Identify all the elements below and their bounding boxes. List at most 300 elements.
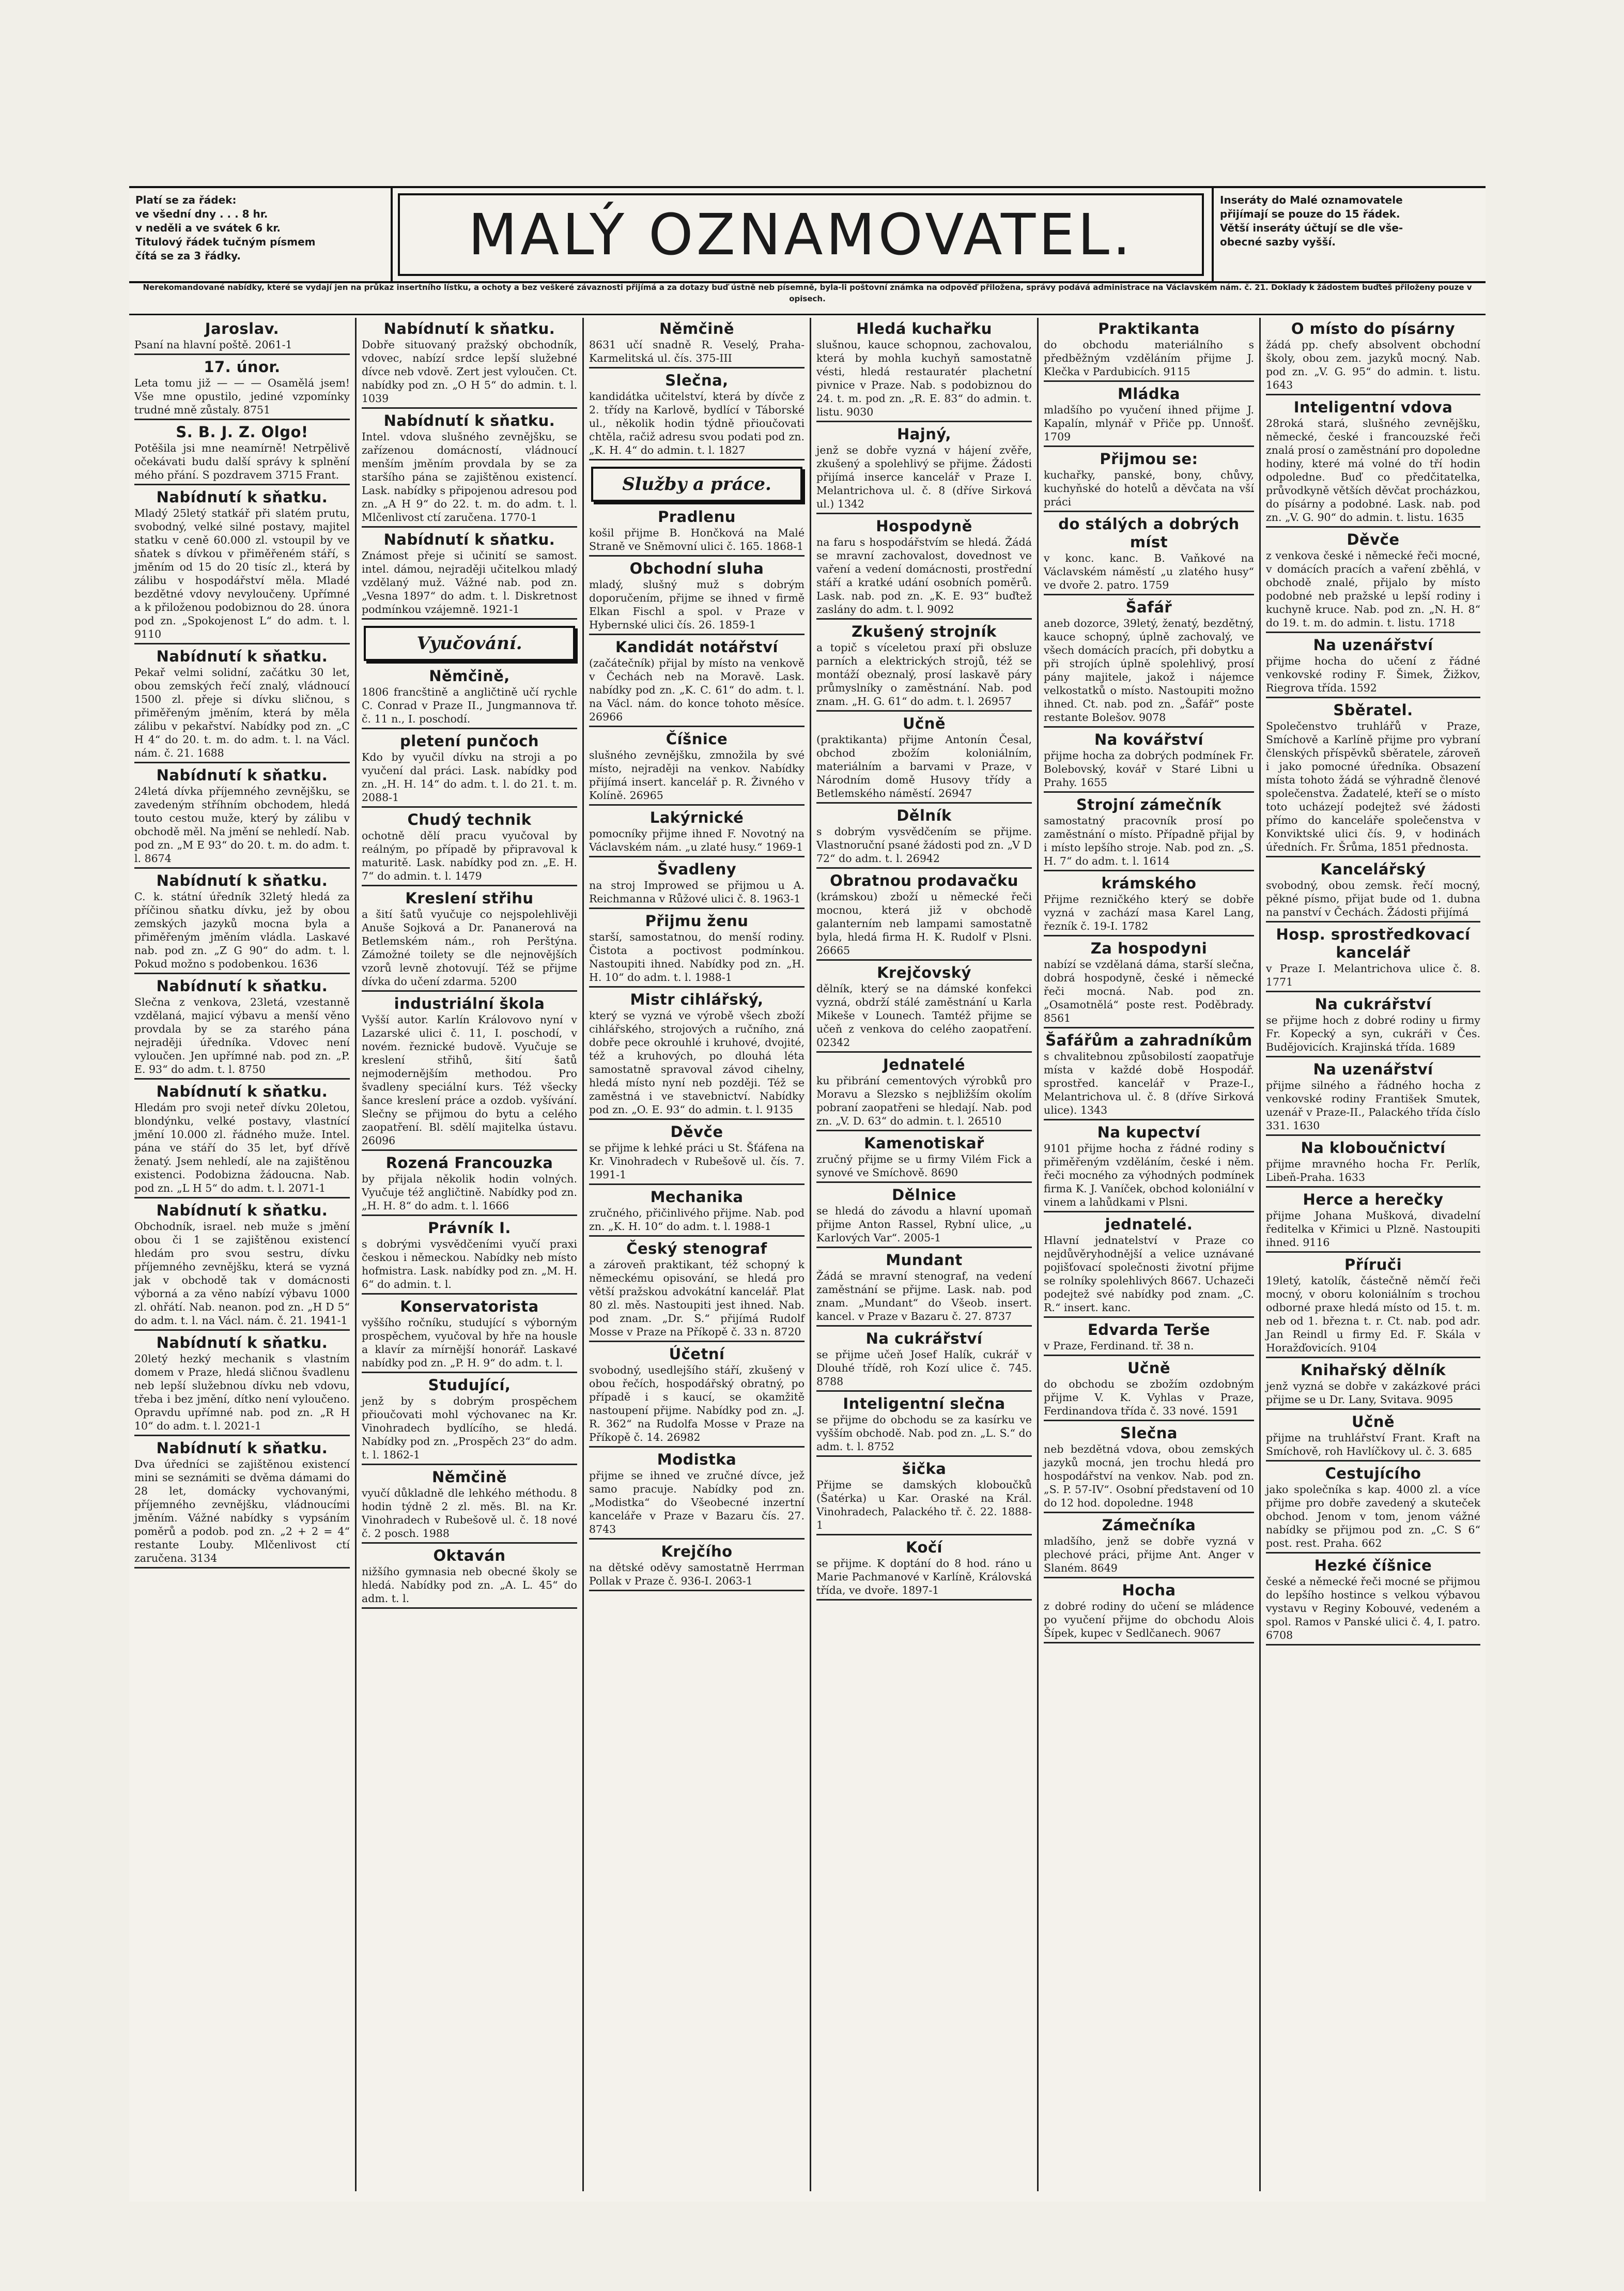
classified-ad (1044, 1424, 1254, 1513)
ad-divider (1266, 526, 1480, 528)
ad-divider (1044, 1211, 1254, 1212)
ad-body: by přijala několik hodin volných. Vyučuje též angličtině. Nabídky pod zn. „H. H. 8“ do adm. t. l. 1666 (362, 1173, 577, 1212)
ad-heading: Dělník (896, 807, 952, 824)
classified-ad (1266, 1361, 1480, 1410)
classified-ad (134, 977, 350, 1080)
ad-divider (1044, 791, 1254, 793)
ad-body: samostatný pracovník prosí po zaměstnání o místo. Případně přijal by i místo lepšího stroje. Nab. pod zn. „S. H. 7“ do adm. t. l. 1614 (1044, 814, 1254, 867)
ad-body: Pekař velmi solidní, začátku 30 let, obou zemských řečí znalý, vládnoucí 1500 zl. přeje si dívku sličnou, s přiměřeným jměním, která by měla zálibu v pekařství. Nabídky pod zn. „C H 4“ do 20. t. m. do adm. t. l. na Václ. nám. č. 21. 1688 (134, 666, 350, 759)
ad-divider (362, 1214, 577, 1216)
ad-body: nižšího gymnasia neb obecné školy se hledá. Nabídky pod zn. „A. L. 45“ do adm. t. l. (362, 1565, 577, 1605)
classified-ad (1044, 1581, 1254, 1643)
ad-heading: Nabídnutí k sňatku. (383, 320, 555, 337)
ad-divider (1044, 870, 1254, 871)
classified-ad (589, 1345, 805, 1448)
classified-ad (816, 1460, 1032, 1535)
classified-ad (1044, 731, 1254, 793)
classified-ad (589, 320, 805, 368)
classified-ad (589, 508, 805, 557)
ad-body: na dětské oděvy samostatně Herrman Pollak v Praze č. 936-I. 2063-1 (589, 1561, 805, 1587)
section-heading: Vyučování. (364, 626, 575, 661)
classified-ad (1266, 1413, 1480, 1462)
ad-divider (362, 885, 577, 886)
ad-heading: Kandidát notářství (615, 638, 778, 656)
ad-divider (1266, 1357, 1480, 1358)
classified-ad (362, 667, 577, 729)
ad-divider (816, 513, 1032, 514)
ad-heading: pletení punčoch (399, 732, 539, 750)
price-line: ve všední dny . . . 8 hr. (135, 208, 268, 220)
insert-line: přijímají se pouze do 15 řádek. (1220, 208, 1400, 220)
ad-heading: jednatelé. (1105, 1216, 1193, 1233)
ad-heading: Jaroslav. (205, 320, 280, 337)
ad-body: vyučí důkladně dle lehkého méthodu. 8 hodin týdně 2 zl. měs. Bl. na Kr. Vinohradech v Rubešově ul. č. 18 nové č. 2 posch. 1988 (362, 1487, 577, 1540)
ad-divider (362, 1293, 577, 1295)
ad-divider (134, 973, 350, 974)
ad-heading: Na uzenářství (1313, 1060, 1433, 1078)
ad-heading: Hledá kuchařku (856, 320, 992, 337)
ad-heading: Nabídnutí k sňatku. (156, 1439, 328, 1457)
ad-heading: Hocha (1122, 1581, 1176, 1599)
price-box (129, 188, 393, 281)
ad-body: a zároveň praktikant, též schopný k německému opisování, se hledá pro větší pražskou advokátní kancelář. Plat 80 zl. měs. Nastoupiti jest ihned. Nab. pod znam. „Dr. S.“ přijímá Rudolf Mosse v Praze na Příkopě č. 33 n. 8720 (589, 1258, 805, 1338)
ad-body: mladšího, jenž se dobře vyzná v plechové práci, přijme Ant. Anger v Slaném. 8649 (1044, 1535, 1254, 1574)
classified-ad (134, 1083, 350, 1198)
classified-ad (1266, 531, 1480, 633)
classified-ad (362, 995, 577, 1151)
classified-ad (589, 560, 805, 635)
ad-divider (1044, 594, 1254, 595)
ad-body: Psaní na hlavní poště. 2061-1 (134, 339, 292, 351)
ad-body: Přijme rezničkého který se dobře vyzná v zachází masa Karel Lang, řezník č. 19-I. 1782 (1044, 893, 1254, 932)
ad-body: neb bezdětná vdova, obou zemských jazyků mocná, jen trochu hledá pro hospodářství na venkov. Nab. pod zn. „S. P. 57-IV“. Osobní představení od 10 do 12 hod. dopoledne. 1948 (1044, 1443, 1254, 1509)
ad-divider (816, 710, 1032, 712)
ad-divider (362, 728, 577, 729)
ad-body: a topič s víceletou praxí při obsluze parních a elektrických strojů, též se montáží obeznalý, prosí laskavě páry průmyslníky o zaměstnání. Nab. pod znam. „H. G. 61“ do adm. t. l. 26957 (816, 641, 1032, 708)
ad-body: 24letá dívka příjemného zevnějšku, se zavedeným stříhním obchodem, hledá touto cestou muže, který by zálibu v obchodě měl. Na jmění se nehledí. Nab. pod zn. „M E 93“ do 20. t. m. do adm. t. l. 8674 (134, 785, 350, 865)
ad-heading: Nabídnutí k sňatku. (156, 1334, 328, 1351)
insert-line: obecné sazby vyšší. (1220, 236, 1336, 248)
classified-ad (589, 809, 805, 857)
classified-ad (1266, 1465, 1480, 1554)
classified-ad (589, 1188, 805, 1237)
ad-divider (134, 1567, 350, 1569)
ad-heading: Učně (902, 715, 946, 732)
ad-divider (362, 1464, 577, 1465)
ad-divider (589, 1341, 805, 1342)
ad-column-6 (1261, 318, 1486, 2191)
ad-body: jenž by s dobrým prospěchem přioučovati mohl výchovanec na Kr. Vinohradech bydlícího, se hledá. Nabídky pod zn. „Prospěch 23“ do adm. t. l. 1862-1 (362, 1395, 577, 1461)
ad-divider (589, 1118, 805, 1120)
ad-divider (589, 459, 805, 460)
classified-ad (816, 1251, 1032, 1327)
classified-ad (134, 423, 350, 485)
ad-body: se přijme. K doptání do 8 hod. ráno u Marie Pachmanové v Karlíně, Královská třída, ve dvoře. 1897-1 (816, 1557, 1032, 1596)
ad-body: nabízí se vzdělaná dáma, starší slečna, dobrá hospodyně, české i německé řeči mocná. Nab. pod zn. „Osamotnělá“ poste rest. Poděbrady. 8561 (1044, 958, 1254, 1024)
ad-divider (134, 762, 350, 763)
ad-divider (816, 1181, 1032, 1183)
ad-body: s dobrými vysvědčeními vyučí praxi českou i německou. Nabídky neb místo hofmistra. Lask. nabídky pod zn. „M. H. 6“ do admin. t. l. (362, 1238, 577, 1290)
ad-heading: 17. únor. (204, 358, 281, 376)
ad-divider (1044, 1027, 1254, 1028)
ad-divider (589, 1446, 805, 1448)
ad-divider (589, 726, 805, 727)
notice-line: Nerekomandované nabídky, které se vydají jen na průkaz insertního lístku, a ochoty a bez veškeré závaznosti přijímá a za dotazy buď ústně neb písemně, byla-li poštovní známka na odpověď přiložena, správy podává administrace na Václavském nám. č. 21. Doklady k žádostem buďteš přiloženy pouze v opisech. (129, 282, 1486, 315)
ad-heading: Nabídnutí k sňatku. (156, 1083, 328, 1100)
ad-divider (1266, 1056, 1480, 1057)
classified-ad (134, 488, 350, 644)
ad-heading: Kočí (905, 1539, 943, 1556)
classified-ad (134, 872, 350, 974)
ad-body: do obchodu se zbožím ozdobným přijme V. K. Vyhlas v Praze, Ferdinandova třída č. 33 nové. 1591 (1044, 1378, 1254, 1417)
ad-body: na stroj Improwed se přijmou u A. Reichmanna v Růžové ulici č. 8. 1963-1 (589, 879, 805, 905)
ad-body: přijme hocha za dobrých podmínek Fr. Bolebovský, kovář v Staré Libni u Prahy. 1655 (1044, 749, 1254, 789)
ad-body: svobodný, obou zemsk. řečí mocný, pěkné písmo, přijat bude od 1. dubna na panství v Čechách. Žádosti přijímá (1266, 879, 1480, 918)
ad-body: se přijme do obchodu se za kasírku ve vyšším obchodě. Nab. pod zn. „L. S.“ do adm. t. l. 8752 (816, 1413, 1032, 1453)
price-line: v neděli a ve svátek 6 kr. (135, 222, 281, 234)
ad-heading: Číšnice (666, 730, 728, 748)
ad-divider (589, 1590, 805, 1591)
ad-body: 28roká stará, slušného zevnějšku, německé, české i francouzské řeči znalá prosí o zaměstnání pro dopoledne hodiny, které má volné do tří hodin odpoledne. Buď co předčitatelka, průvodkyně větších děvčat procházkou, do písárny a podobné. Lask. nab. pod zn. „V. G. 90“ do admin. t. listu. 1635 (1266, 417, 1480, 524)
classified-ad (362, 1468, 577, 1544)
classified-ad (362, 1547, 577, 1609)
ad-body: Žádá se mravní stenograf, na vedení zaměstnání se přijme. Lask. nab. pod znam. „Mundant“ do Všeob. insert. kancel. v Praze v Bazaru č. 27. 8737 (816, 1270, 1032, 1323)
ad-body: Známost přeje si učinití se samost. intel. dámou, nejraději učitelkou mladý vzdělaný muž. Vážné nab. pod zn. „Vesna 1897“ do adm. t. l. Diskretnost podmínkou vzájemně. 1921-1 (362, 549, 577, 616)
ad-heading: Hosp. sprostředkovací kancelář (1276, 926, 1471, 961)
ad-heading: Hezké číšnice (1314, 1557, 1432, 1574)
ad-heading: šička (902, 1460, 947, 1478)
ad-divider (1266, 394, 1480, 395)
ad-heading: Dělnice (892, 1186, 956, 1204)
ad-heading: Zkušený strojník (852, 623, 997, 640)
ad-divider (816, 959, 1032, 961)
classified-ad (1044, 1321, 1254, 1356)
ad-body: Vyšší autor. Karlín Královovo nyní v Lazarské ulici č. 11, I. poschodí, v novém. řeznické budově. Vyučuje se kreslení střihů, šití šatů nejmodernějším methodou. Pro švadleny speciální kurs. Též všecky šance kreslení práce a ozdob. vyšívání. Slečny se přijmou do bytu a celého zaopatření. Bl. sdělí majitelka ústavu. 26096 (362, 1013, 577, 1147)
ad-column-1 (129, 318, 357, 2191)
price-line: čítá se za 3 řádky. (135, 250, 241, 262)
ad-columns (129, 318, 1486, 2191)
ad-body: z venkova české i německé řeči mocné, v domácích pracích a vaření zběhlá, v obchodě znalé, přijalo by místo podobné neb pražské u lepší rodiny i kuchyně kruce. Nab. pod zn. „N. H. 8“ do 19. t. m. do admin. t. listu. 1718 (1266, 549, 1480, 629)
ad-heading: Hajný, (896, 425, 952, 443)
classified-ad (816, 964, 1032, 1053)
ad-column-5 (1039, 318, 1261, 2191)
ad-divider (816, 1534, 1032, 1535)
ad-body: na faru s hospodářstvím se hledá. Žádá se mravní zachovalost, dovednost ve vaření a vedení domácnosti, prostřední stáří a kratké udání osobních poměrů. Lask. nab. pod zn. „K. E. 93“ buďtež zaslány do adm. t. l. 9092 (816, 536, 1032, 616)
ad-divider (1044, 1642, 1254, 1643)
ad-divider (134, 484, 350, 485)
ad-body: přijme silného a řádného hocha z venkovské rodiny František Smutek, uzenář v Praze-II., Palackého třída číslo 331. 1630 (1266, 1079, 1480, 1132)
ad-heading: Nabídnutí k sňatku. (156, 1202, 328, 1219)
ad-divider (816, 1455, 1032, 1457)
ad-body: se přijme k lehké práci u St. Šťáfena na Kr. Vinohradech v Rubešově ul. čís. 7. 1991-1 (589, 1142, 805, 1181)
ad-heading: Učně (1127, 1359, 1171, 1377)
ad-body: zručný přijme se u firmy Vilém Fick a synové ve Smíchově. 8690 (816, 1153, 1032, 1179)
ad-divider (1266, 921, 1480, 922)
ad-heading: Kreslení střihu (405, 889, 534, 907)
ad-body: kuchařky, panské, bony, chůvy, kuchyňské do hotelů a děvčata na vší práci (1044, 469, 1254, 508)
ad-body: Obchodník, israel. neb muže s jmění obou či 1 se zajištěnou existencí hledám pro svou sestru, dívku příjemného zevnějšku, která se vyzná jak v obchodě tak v domácnosti výborná a za věno nabízí výbavu 1000 zl. ohřátí. Nab. neanon. pod zn. „H D 5“ do adm. t. l. na Václ. nám. č. 21. 1941-1 (134, 1220, 350, 1327)
ad-heading: Sběratel. (1333, 701, 1413, 719)
ad-divider (1266, 991, 1480, 992)
classified-ad (1266, 320, 1480, 395)
ad-body: do obchodu materiálního s předběžným vzděláním přijme J. Klečka v Pardubicích. 9115 (1044, 339, 1254, 378)
ad-heading: Němčině (431, 1468, 507, 1486)
classified-ad (1266, 995, 1480, 1057)
ad-heading: Studující, (428, 1376, 511, 1394)
ad-heading: industriální škola (394, 995, 545, 1012)
ad-divider (134, 643, 350, 644)
ad-body: jenž se dobře vyzná v hájení zvěře, zkušený a spolehlivý se přijme. Žádosti přijímá inserce kancelář v Praze I. Melantrichova ul. č. 8 (dříve Sirková ul.) 1342 (816, 444, 1032, 510)
ad-heading: S. B. J. Z. Olgo! (176, 423, 308, 441)
ad-heading: Děvče (1347, 531, 1400, 548)
ad-divider (816, 1325, 1032, 1327)
ad-divider (134, 867, 350, 869)
ad-body: Potěšila jsi mne neamírně! Netrpělivě očekávati budu další správy k splnění mého přání. S pozdravem 3715 Frant. (134, 442, 350, 481)
classified-ad (362, 1376, 577, 1465)
ad-divider (134, 1329, 350, 1331)
classified-ad (816, 517, 1032, 620)
classified-ad (134, 320, 350, 355)
ad-body: se přijme hoch z dobré rodiny u firmy Fr. Kopecký a syn, cukráři v Čes. Budějovicích. Krajinská třída. 1689 (1266, 1014, 1480, 1053)
ad-body: Intel. vdova slušného zevnějšku, se zařízenou domácností, vládnoucí menším jměním provdala by se za staršího pána se zajištěnou existencí. Lask. nabídky s připojenou adresou pod zn. „A H 9“ do 22. t. m. do adm. t. l. Mlčenlivost ctí zaručena. 1770-1 (362, 430, 577, 524)
ad-heading: Na kovářství (1094, 731, 1204, 748)
classified-ad (589, 1240, 805, 1342)
classified-ad (1044, 796, 1254, 871)
ad-body: mladý, slušný muž s dobrým doporučením, přijme se ihned v firmě Elkan Fischl a spol. v Praze v Hybernské ulici čís. 26. 1859-1 (589, 578, 805, 631)
ad-divider (589, 804, 805, 806)
ad-body: který se vyzná ve výrobě všech zboží cihlářského, strojových a ručního, zná dobře pece okrouhlé i kruhové, dvojité, též a kruhových, po dlouhá léta samostatně spravoval závod cihelny, hledá místo nyní neb později. Též se zaměstná i ve stavebnictví. Nabídky pod zn. „O. E. 93“ do admin. t. l. 9135 (589, 1009, 805, 1116)
ad-divider (362, 1542, 577, 1544)
ad-column-2 (357, 318, 584, 2191)
ad-divider (816, 1051, 1032, 1053)
classified-ad (1044, 1216, 1254, 1318)
ad-divider (1266, 697, 1480, 698)
ad-divider (589, 367, 805, 368)
ad-divider (816, 867, 1032, 869)
classified-ad (816, 320, 1032, 422)
ad-divider (589, 986, 805, 988)
newspaper-page (129, 186, 1486, 2202)
ad-heading: Děvče (670, 1123, 723, 1141)
classified-ad (1266, 1191, 1480, 1253)
ad-body: Hledám pro svoji neteř dívku 20letou, blondýnku, velké postavy, vlastnící jmění 10.000 zl. řádného muže. Intel. pána ve stáří do 35 let, byť dřívě ženatý. Jsem nehledí, ale na zajištěnou existenci. Podobizna žádoucna. Nab. pod zn. „L H 5“ do adm. t. l. 2071-1 (134, 1101, 350, 1194)
ad-body: přijme hocha do učení z řádné venkovské rodiny F. Šimek, Žižkov, Riegrova třída. 1592 (1266, 655, 1480, 694)
classified-ad (816, 807, 1032, 869)
ad-divider (134, 419, 350, 420)
ad-body: vyššího ročníku, studující s výborným prospěchem, vyučoval by hře na housle a klavír za mírnější honorář. Laskavé nabídky pod zn. „P. H. 9“ do adm. t. l. (362, 1316, 577, 1369)
ad-heading: Švadleny (657, 860, 737, 878)
ad-divider (589, 1235, 805, 1237)
classified-ad (362, 732, 577, 808)
ad-divider (362, 618, 577, 620)
ad-divider (362, 990, 577, 992)
ad-divider (1266, 1408, 1480, 1410)
classified-ad (1266, 1256, 1480, 1358)
ad-divider (1044, 1316, 1254, 1318)
section-heading: Služby a práce. (591, 467, 802, 502)
ad-divider (362, 1607, 577, 1609)
masthead (129, 186, 1486, 283)
ad-heading: Rozená Francouzka (385, 1154, 553, 1172)
ad-divider (362, 526, 577, 528)
ad-body: Leta tomu již — — — Osamělá jsem! Vše mne opustilo, jediné vzpomínky trudné mně zůstaly. 8751 (134, 377, 350, 416)
ad-body: 19letý, katolík, částečně němčí řeči mocný, v oboru koloniálním s trochou odborné praxe hledá místo od 15. t. m. neb od 1. března t. r. Ct. nab. pod adr. Jan Reindl u firmy Ed. F. Skála v Horažďovicích. 9104 (1266, 1274, 1480, 1354)
ad-heading: Český stenograf (626, 1240, 767, 1257)
classified-ad (816, 1330, 1032, 1392)
classified-ad (816, 1395, 1032, 1457)
ad-heading: Krejčovský (877, 964, 971, 981)
classified-ad (1266, 1557, 1480, 1646)
insert-line: Větší inseráty účtují se dle vše- (1220, 222, 1403, 234)
ad-divider (589, 856, 805, 857)
ad-divider (589, 1538, 805, 1540)
ad-divider (134, 1078, 350, 1080)
classified-ad (134, 1334, 350, 1436)
ad-divider (1266, 1251, 1480, 1253)
ad-body: (začátečník) přijal by místo na venkově v Čechách neb na Moravě. Lask. nabídky pod zn. „K. C. 61“ do adm. t. l. na Václ. nám. do konce tohoto měsíce. 26966 (589, 657, 805, 723)
ad-heading: Herce a herečky (1303, 1191, 1444, 1208)
ad-body: slušnou, kauce schopnou, zachovalou, která by mohla kuchyň samostatně vésti, hledá restauratér plachetní pivnice v Praze. Nab. s podobiznou do 24. t. m. pod zn. „R. E. 83“ do admin. t. listu. 9030 (816, 339, 1032, 418)
ad-heading: Nabídnutí k sňatku. (156, 872, 328, 889)
ad-heading: Oktaván (433, 1547, 506, 1564)
ad-heading: Účetní (669, 1345, 725, 1363)
ad-body: mladšího po vyučení ihned přijme J. Kapalín, mlynář v Přiče pp. Unnošť. 1709 (1044, 404, 1254, 443)
ad-heading: Šafář (1125, 598, 1172, 616)
ad-divider (134, 1197, 350, 1198)
ad-body: přijme Johana Mušková, divadelní ředitelka v Křimici u Plzně. Nastoupiti ihned. 9116 (1266, 1209, 1480, 1249)
ad-body: starší, samostatnou, do menší rodiny. Čistota a poctivost podmínkou. Nastoupiti ihned. Nabídky pod zn. „H. H. 10“ do adm. t. l. 1988-1 (589, 931, 805, 983)
classified-ad (1266, 398, 1480, 528)
ad-body: 20letý hezký mechanik s vlastním domem v Praze, hledá sličnou švadlenu neb lepší služebnou dívku neb vdovu, třeba i bez jmění, dítko není vyloučeno. Opravdu upřímné nab. pod zn. „R H 10“ do adm. t. l. 2021-1 (134, 1352, 350, 1432)
ad-body: 8631 učí snadně R. Veselý, Praha-Karmelitská ul. čís. 375-III (589, 339, 805, 364)
classified-ad (362, 320, 577, 409)
classified-ad (1044, 1359, 1254, 1421)
classified-ad (1044, 874, 1254, 936)
classified-ad (1044, 450, 1254, 512)
ad-divider (1266, 632, 1480, 633)
ad-heading: Nabídnutí k sňatku. (156, 766, 328, 784)
ad-body: přijme se ihned ve zručné dívce, jež samo pracuje. Nabídky pod zn. „Modistka“ do Všeobecné inzertní kanceláře v Praze v Bazaru čís. 27. 8743 (589, 1469, 805, 1535)
ad-heading: Mládka (1118, 385, 1180, 403)
ad-divider (589, 555, 805, 557)
ad-body: jenž vyzná se dobře v zakázkové práci přijme se u Dr. Lany, Svitava. 9095 (1266, 1380, 1480, 1406)
ad-divider (1044, 1512, 1254, 1513)
ad-divider (362, 806, 577, 808)
classified-ad (816, 715, 1032, 804)
classified-ad (589, 1451, 805, 1540)
ad-heading: Nabídnutí k sňatku. (156, 488, 328, 506)
ad-divider (1044, 380, 1254, 382)
price-line: Titulový řádek tučným písmem (135, 236, 316, 248)
ad-divider (816, 1247, 1032, 1248)
ad-heading: Inteligentní vdova (1293, 398, 1453, 416)
ad-divider (1266, 1552, 1480, 1554)
classified-ad (589, 372, 805, 460)
ad-body: pomocníky přijme ihned F. Novotný na Václavském nám. „u zlaté husy.“ 1969-1 (589, 827, 805, 853)
classified-ad (362, 1219, 577, 1295)
ad-body: Dobře situovaný pražský obchodník, vdovec, nabízí srdce lepší služebné dívce neb vdově. Zert jest vyloučen. Ct. nabídky pod zn. „O H 5“ do admin. t. l. 1039 (362, 339, 577, 405)
classified-ad (1044, 515, 1254, 595)
ad-heading: Obratnou prodavačku (830, 872, 1018, 889)
ad-divider (1044, 445, 1254, 447)
classified-ad (1044, 385, 1254, 447)
ad-heading: Cestujícího (1325, 1465, 1421, 1482)
ad-heading: Slečna, (665, 372, 729, 389)
ad-heading: Právník I. (428, 1219, 511, 1237)
ad-heading: Knihařský dělník (1300, 1361, 1446, 1379)
ad-body: s dobrým vysvědčením se přijme. Vlastnoruční psané žádosti pod zn. „V D 72“ do adm. t. l. 26942 (816, 825, 1032, 865)
classified-ad (1266, 860, 1480, 922)
classified-ad (1044, 1124, 1254, 1212)
ad-heading: Hospodyně (876, 517, 972, 535)
ad-divider (816, 802, 1032, 804)
ad-heading: Nabídnutí k sňatku. (156, 977, 328, 995)
ad-divider (1044, 726, 1254, 728)
ad-divider (816, 1130, 1032, 1131)
classified-ad (1266, 926, 1480, 992)
ad-heading: Mechanika (650, 1188, 744, 1206)
ad-divider (589, 634, 805, 635)
classified-ad (1044, 320, 1254, 382)
ad-body: 1806 francštině a angličtině učí rychle C. Conrad v Praze II., Jungmannova tř. č. 11 n., I. poschodí. (362, 686, 577, 725)
ad-column-3 (584, 318, 811, 2191)
ad-heading: Slečna (1120, 1424, 1178, 1442)
ad-body: (praktikanta) přijme Antonín Česal, obchod zbožím koloniálním, materiálním a barvami v Praze, v Národním domě Husovy třídy a Betlemského náměstí. 26947 (816, 733, 1032, 799)
ad-body: se hledá do závodu a hlavní upomaň přijme Anton Rassel, Rybní ulice, „u Karlových Var“. 2005-1 (816, 1205, 1032, 1244)
ad-body: se přijme učeň Josef Halík, cukrář v Dlouhé třídě, roh Kozí ulice č. 745. 8788 (816, 1348, 1032, 1388)
classified-ad (1266, 636, 1480, 698)
ad-body: žádá pp. chefy absolvent obchodní školy, obou zem. jazyků mocný. Nab. pod zn. „V. G. 95“ do admin. t. listu. 1643 (1266, 339, 1480, 391)
ad-body: ochotně dělí pracu vyučoval by reálným, po případě by připravoval k maturitě. Lask. nabídky pod zn. „E. H. 7“ do admin. t. l. 1479 (362, 829, 577, 882)
ad-divider (134, 353, 350, 355)
ad-body: jako společníka s kap. 4000 zl. a více přijme pro dobře zavedený a skuteček obchod. Jenom v tom, jenom vážné nabídky se přijmou pod zn. „C. S 6“ post. rest. Praha. 662 (1266, 1483, 1480, 1549)
ad-heading: Šafářům a zahradníkům (1045, 1032, 1252, 1049)
ad-divider (816, 618, 1032, 620)
ad-heading: O místo do písárny (1291, 320, 1456, 337)
ad-body: v Praze I. Melantrichova ulice č. 8. 1771 (1266, 962, 1480, 988)
ad-heading: Nabídnutí k sňatku. (383, 531, 555, 548)
ad-body: české a německé řeči mocné se přijmou do lepšího hostince s velkou výbavou vystavu v Reginy Kobouvé, vedeném a spol. Ramos v Panské ulici č. 4, I. patro. 6708 (1266, 1575, 1480, 1641)
ad-heading: Přijmu ženu (645, 912, 749, 930)
ad-divider (1266, 1644, 1480, 1646)
classified-ad (134, 766, 350, 869)
ad-body: Hlavní jednatelství v Praze co nejdůvěryhodnější a velice uznávané pojišťovací společnosti životní přijme se rolníky spolehlivých 8667. Uchazeči podejtež své nabídky pod znam. „C. R.“ insert. kanc. (1044, 1234, 1254, 1314)
ad-heading: Praktikanta (1098, 320, 1200, 337)
ad-body: v Praze, Ferdinand. tř. 38 n. (1044, 1340, 1194, 1352)
ad-body: s chvalitebnou způsobilostí zaopatřuje místa v každé době Hospodář. sprostřed. kancelář v Praze-I., Melantrichova ul. č. 8 (dříve Sirková ulice). 1343 (1044, 1050, 1254, 1116)
ad-body: slušného zevnějšku, zmnožila by své místo, nejraději na venkov. Nabídky přijímá insert. kancelář p. R. Živného v Kolíně. 26965 (589, 749, 805, 802)
ad-heading: Přijmou se: (1100, 450, 1198, 468)
classified-ad (1044, 1516, 1254, 1578)
ad-body: Dva úředníci se zajištěnou existencí mini se seznámiti se dvěma dámami do 28 let, domácky vychovanými, příjemného zevnějšku, vládnoucími jměním. Vážné nabídky s vypsáním poměrů a podob. pod zn. „2 + 2 = 4“ restante Louby. Mlčenlivost ctí zaručena. 3134 (134, 1458, 350, 1564)
ad-body: svobodný, usedlejšího stáří, zkušený v obou řečích, hospodářský obratný, po případě i s kaucí, se okamžitě nastoupení přijme. Nabídky pod zn. „J. R. 362“ na Rudolfa Mosse v Praze na Příkopě č. 14. 26982 (589, 1364, 805, 1443)
ad-heading: Zámečníka (1102, 1516, 1196, 1534)
classified-ad (589, 860, 805, 909)
ad-body: C. k. státní úředník 32letý hledá za příčinou sňatku dívku, jež by obou zemských jazyků mocna byla a přiměřeným jměním vládla. Laskavé nab. pod zn. „Z G 90“ do adm. t. l. Pokud možno s podobenkou. 1636 (134, 890, 350, 970)
ad-body: kandidátka učitelství, která by dívče z 2. třídy na Karlově, bydlící v Táborské ul., několik hodin týdně přioučovati chtěla, račiž adresu svou podati pod zn. „K. H. 4“ do admin. t. l. 1827 (589, 390, 805, 456)
classified-ad (134, 358, 350, 420)
ad-heading: Na kloboučnictví (1301, 1139, 1446, 1157)
classified-ad (1266, 701, 1480, 857)
ad-divider (1044, 1119, 1254, 1120)
classified-ad (134, 648, 350, 763)
ad-heading: Na uzenářství (1313, 636, 1433, 654)
ad-heading: Mistr cihlářský, (630, 991, 764, 1008)
insert-box (1212, 188, 1486, 281)
ad-body: zručného, přičinlivého přijme. Nab. pod zn. „K. H. 10“ do adm. t. l. 1988-1 (589, 1207, 805, 1233)
classified-ad (1044, 598, 1254, 728)
classified-ad (816, 425, 1032, 514)
